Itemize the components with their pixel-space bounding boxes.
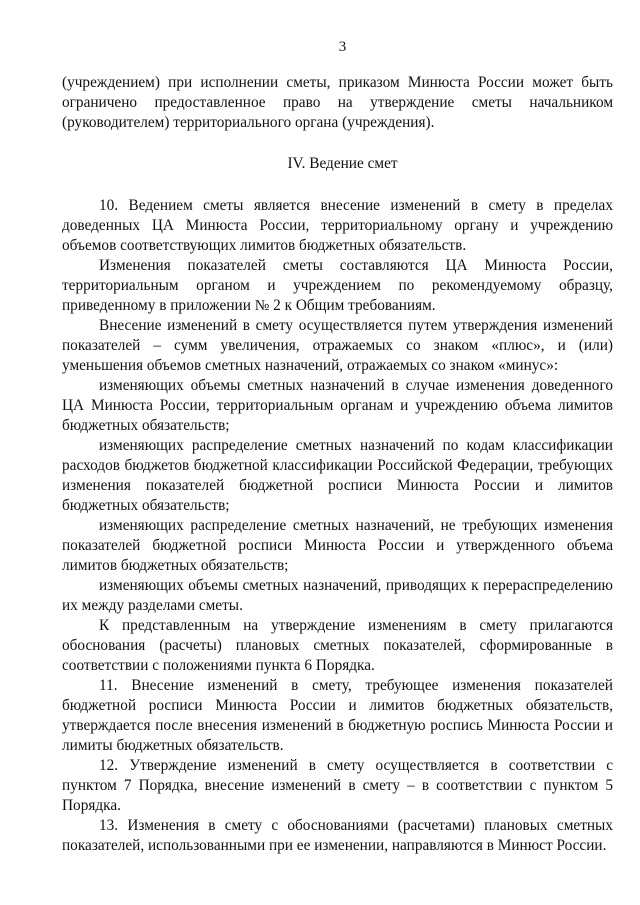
paragraph-changes-procedure: Внесение изменений в смету осуществляется путем утверждения изменений показателей – сумм увеличения, отражаемых со знаком «плюс», и (или) уменьшения объемов сметных назначений, отражаемых со знаком «минус»: (62, 317, 613, 374)
paragraph-12: 12. Утверждение изменений в смету осуществляется в соответствии с пунктом 7 Порядка, внесение изменений в смету – в соответствии с пунктом 5 Порядка. (62, 757, 613, 814)
paragraph-11: 11. Внесение изменений в смету, требующее изменения показателей бюджетной росписи Минюста России и лимитов бюджетных обязательств, утверждается после внесения изменений в бюджетную роспись Минюста России и лимиты бюджетных обязательств. (62, 677, 613, 754)
section-title: IV. Ведение смет (287, 155, 398, 172)
paragraph-13: 13. Изменения в смету с обоснованиями (расчетами) плановых сметных показателей, использованными при ее изменении, направляются в Минюст России. (62, 817, 613, 854)
paragraph-10: 10. Ведением сметы является внесение изменений в смету в пределах доведенных ЦА Минюста России, территориальному органу и учреждению объемов соответствующих лимитов бюджетных обязательств. (62, 197, 613, 254)
paragraph-changes-composition: Изменения показателей сметы составляются ЦА Минюста России, территориальным органом и учреждением по рекомендуемому образцу, приведенному в приложении № 2 к Общим требованиям. (62, 257, 613, 314)
list-item-redistribution: изменяющих объемы сметных назначений, приводящих к перераспределению их между разделами сметы. (62, 577, 613, 614)
page-number: 3 (338, 39, 347, 55)
list-item-distribution-no-change: изменяющих распределение сметных назначений, не требующих изменения показателей бюджетной росписи Минюста России и утвержденного объема лимитов бюджетных обязательств; (62, 517, 613, 574)
list-item-volume-change: изменяющих объемы сметных назначений в случае изменения доведенного ЦА Минюста России, территориальным органам и учреждению объема лимитов бюджетных обязательств; (62, 377, 613, 434)
intro-paragraph: (учреждением) при исполнении сметы, приказом Минюста России может быть ограничено предоставленное право на утверждение сметы начальником (руководителем) территориального органа (учреждения). (62, 74, 613, 131)
paragraph-justifications: К представленным на утверждение изменениям в смету прилагаются обоснования (расчеты) плановых сметных показателей, сформированные в соответствии с положениями пункта 6 Порядка. (62, 617, 613, 674)
list-item-distribution-by-codes: изменяющих распределение сметных назначений по кодам классификации расходов бюджетов бюджетной классификации Российской Федерации, требующих изменения показателей бюджетной росписи Минюста России и лимитов бюджетных обязательств; (62, 437, 613, 514)
